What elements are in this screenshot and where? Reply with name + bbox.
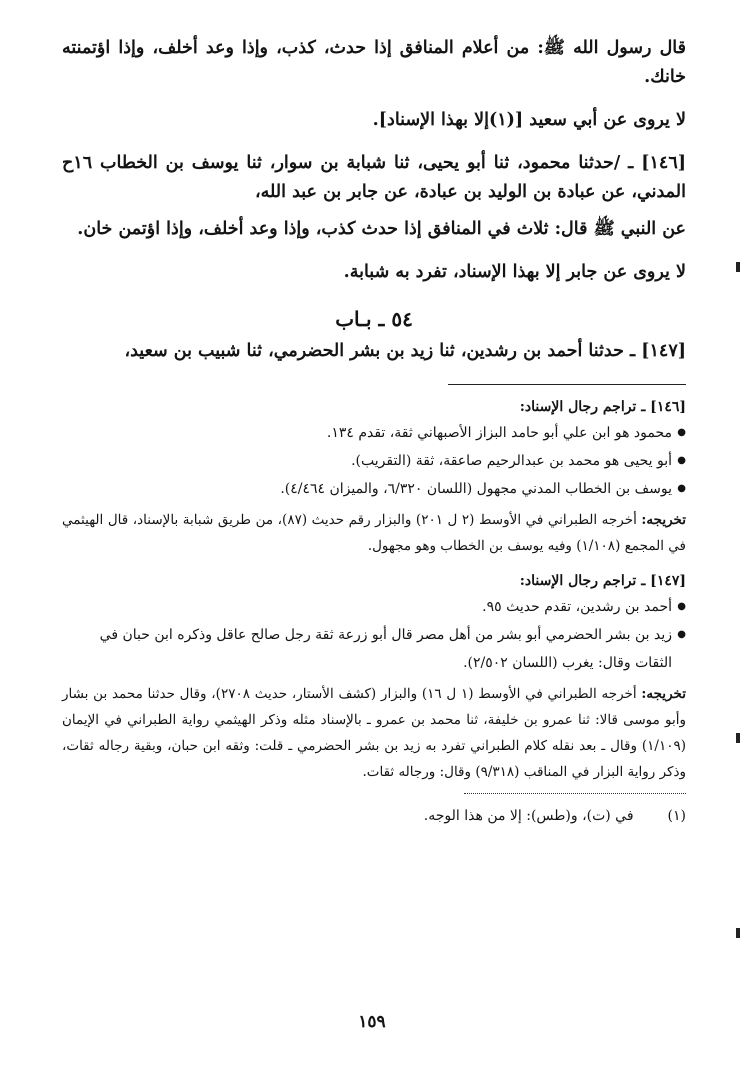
note-146-list: [62, 419, 686, 503]
chapter-heading: ٥٤ ـ بـاب: [335, 307, 413, 331]
note-146: [62, 395, 686, 559]
list-item: ● زيد بن بشر الحضرمي أبو بشر من أهل مصر قال أبو زرعة ثقة رجل صالح عاقل وذكره ابن حبان في الثقات وقال: يغرب (اللسان ٢/٥٠٢).: [62, 621, 686, 677]
footnote-text: في (ت)، و(طس): إلا من هذا الوجه.: [423, 808, 634, 824]
binding-mark: [736, 928, 740, 938]
page-body: [62, 34, 686, 828]
hadith-145-comment: لا يروى عن أبي سعيد [(١)إلا بهذا الإسناد].: [372, 110, 686, 130]
list-item: ● محمود هو ابن علي أبو حامد البزاز الأصبهاني ثقة، تقدم ١٣٤.: [62, 419, 686, 447]
note-147: [62, 569, 686, 785]
binding-mark: [736, 733, 740, 743]
main-text: [62, 34, 686, 366]
list-item: ● أبو يحيى هو محمد بن عبدالرحيم صاعقة، ثقة (التقريب).: [62, 447, 686, 475]
binding-mark: [736, 262, 740, 272]
footnote-separator: [464, 793, 686, 794]
hadith-147-isnad: [١٤٧] ـ حدثنا أحمد بن رشدين، ثنا زيد بن بشر الحضرمي، ثنا شبيب بن سعيد،: [124, 341, 686, 361]
hadith-146-comment: لا يروى عن جابر إلا بهذا الإسناد، تفرد به شبابة.: [343, 262, 686, 282]
footnote-1: [62, 804, 686, 828]
separator-line: [448, 384, 686, 385]
note-147-title: [١٤٧] ـ تراجم رجال الإسناد:: [519, 573, 686, 589]
takhrij-text: أخرجه الطبراني في الأوسط (١ ل ١٦) والبزار (كشف الأستار، حديث ٢٧٠٨)، وقال حدثنا محمد بن بشار وأبو موسى قالا: ثنا عمرو بن خليفة، ثنا محمد بن عمرو ـ بالإسناد مثله وذكر الهيثمي رواية الطبراني في الإيمان (١/١٠٩) وقال ـ بعد نقله كلام الطبراني تفرد به زيد بن بشر الحضرمي ـ قلت: وثقه ابن حبان، وبقية رجاله ثقات، وذكر رواية البزار في المناقب (٩/٣١٨) وقال: ورجاله ثقات.: [62, 686, 686, 780]
hadith-146-isnad: [١٤٦] ـ /حدثنا محمود، ثنا أبو يحيى، ثنا شبابة بن سوار، ثنا يوسف بن الخطاب ١٦ح المدني، عن عبادة بن الوليد بن عبادة، عن جابر بن عبد الله،: [62, 153, 686, 202]
hadith-146-matn: عن النبي ﷺ قال: ثلاث في المنافق إذا حدث كذب، وإذا وعد أخلف، وإذا اؤتمن خان.: [77, 219, 686, 239]
note-147-list: [62, 593, 686, 677]
note-147-takhrij: [62, 681, 686, 785]
notes-separator: [62, 384, 686, 385]
takhrij-label: تخريجه:: [641, 512, 687, 528]
list-item: ● يوسف بن الخطاب المدني مجهول (اللسان ٦/٣٢٠، والميزان ٤/٤٦٤).: [62, 475, 686, 503]
takhrij-label: تخريجه:: [641, 686, 686, 702]
takhrij-text: أخرجه الطبراني في الأوسط (٢ ل ٢٠١) والبزار رقم حديث (٨٧)، من طريق شبابة بالإسناد، قال الهيثمي في المجمع (١/١٠٨) وفيه يوسف بن الخطاب وهو مجهول.: [62, 512, 686, 554]
note-146-takhrij: [62, 507, 686, 559]
page-number: ١٥٩: [358, 1012, 386, 1032]
hadith-145-end: قال رسول الله ﷺ: من أعلام المنافق إذا حدث، كذب، وإذا وعد أخلف، وإذا اؤتمنته خانك.: [62, 38, 686, 87]
list-item: ● أحمد بن رشدين، تقدم حديث ٩٥.: [62, 593, 686, 621]
footnotes-area: [62, 395, 686, 828]
note-146-title: [١٤٦] ـ تراجم رجال الإسناد:: [519, 399, 686, 415]
footnote-number: (١): [667, 808, 686, 824]
